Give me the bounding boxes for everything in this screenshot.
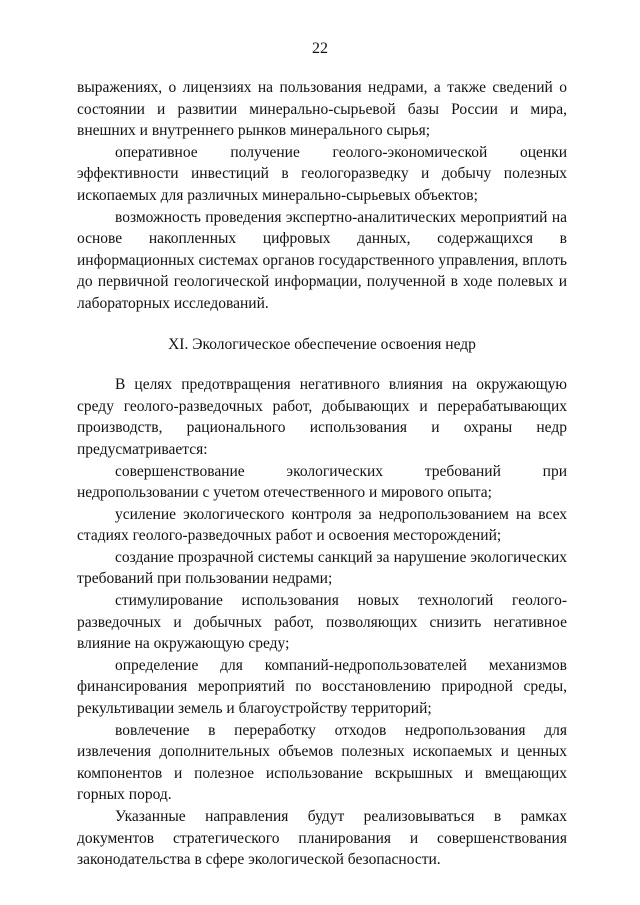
list-item: вовлечение в переработку отходов недропользования для извлечения дополнительных объемов полезных ископаемых и ценных компонентов и полезное использование вскрышных и вмещающих горных пород. — [77, 721, 567, 804]
list-item: совершенствование экологических требований при недропользовании с учетом отечественного и мирового опыта; — [77, 462, 567, 502]
paragraph: оперативное получение геолого-экономической оценки эффективности инвестиций в геологоразведку и добычу полезных ископаемых для различных минерально-сырьевых объектов; — [77, 143, 567, 204]
list-item: создание прозрачной системы санкций за нарушение экологических требований при пользовании недрами; — [77, 548, 567, 588]
list-item: стимулирование использования новых технологий геолого-разведочных и добычных работ, позволяющих снизить негативное влияние на окружающую среду; — [77, 592, 567, 653]
paragraph: Указанные направления будут реализовываться в рамках документов стратегического планирования и совершенствования законодательства в сфере экологической безопасности. — [77, 808, 567, 869]
document-body — [77, 77, 567, 871]
paragraph: возможность проведения экспертно-аналитических мероприятий на основе накопленных цифровых данных, содержащихся в информационных системах органов государственного управления, вплоть до первичной геологической информации, полученной в ходе полевых и лабораторных исследований. — [77, 208, 567, 312]
paragraph: В целях предотвращения негативного влияния на окружающую среду геолого-разведочных работ, добывающих и перерабатывающих производств, рационального использования и охраны недр предусматривается: — [77, 376, 567, 458]
section-heading: XI. Экологическое обеспечение освоения недр — [168, 335, 476, 353]
list-item: определение для компаний-недропользователей механизмов финансирования мероприятий по восстановлению природной среды, рекультивации земель и благоустройству территорий; — [77, 656, 567, 718]
paragraph: выражениях, о лицензиях на пользования недрами, а также сведений о состоянии и развитии минерально-сырьевой базы России и мира, внешних и внутреннего рынков минерального сырья; — [77, 79, 567, 140]
list-item: усиление экологического контроля за недропользованием на всех стадиях геолого-разведочных работ и освоения месторождений; — [77, 505, 567, 545]
page-number: 22 — [312, 40, 328, 57]
